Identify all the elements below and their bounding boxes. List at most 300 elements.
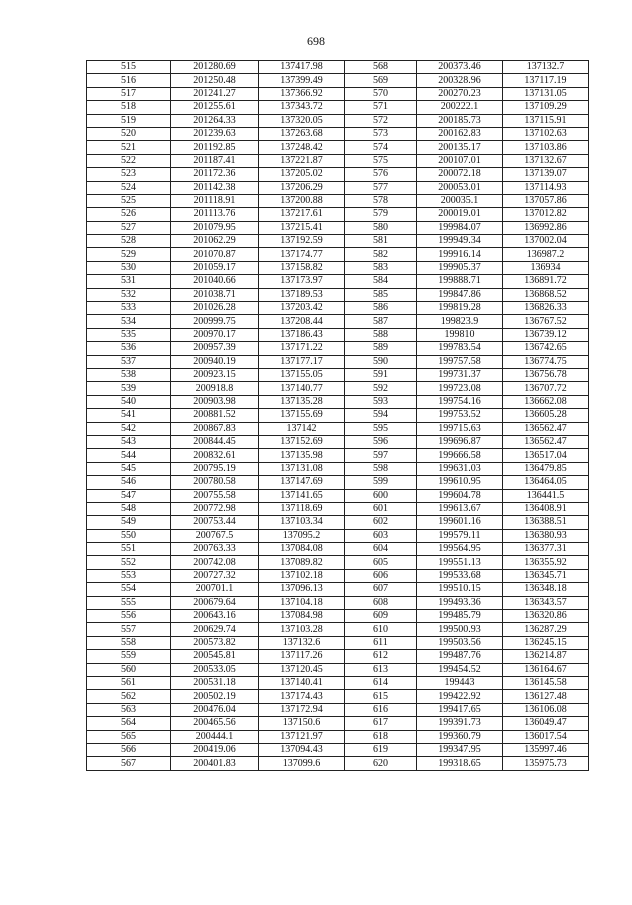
y-coordinate-cell: 137215.41 (259, 221, 345, 234)
x-coordinate-cell: 200072.18 (417, 168, 503, 181)
y-coordinate-cell: 137221.87 (259, 154, 345, 167)
x-coordinate-cell: 201062.29 (171, 235, 259, 248)
x-coordinate-cell: 200742.08 (171, 556, 259, 569)
point-number-cell: 526 (87, 208, 171, 221)
x-coordinate-cell: 199604.78 (417, 489, 503, 502)
x-coordinate-cell: 201040.66 (171, 275, 259, 288)
y-coordinate-cell: 136380.93 (503, 529, 589, 542)
y-coordinate-cell: 137084.08 (259, 543, 345, 556)
point-number-cell: 597 (345, 449, 417, 462)
x-coordinate-cell: 200679.64 (171, 596, 259, 609)
y-coordinate-cell: 137171.22 (259, 342, 345, 355)
point-number-cell: 607 (345, 583, 417, 596)
y-coordinate-cell: 137142 (259, 422, 345, 435)
x-coordinate-cell: 200531.18 (171, 676, 259, 689)
y-coordinate-cell: 136245.15 (503, 636, 589, 649)
y-coordinate-cell: 136517.04 (503, 449, 589, 462)
table-row (87, 409, 589, 422)
point-number-cell: 563 (87, 703, 171, 716)
point-number-cell: 619 (345, 743, 417, 756)
table-row (87, 690, 589, 703)
point-number-cell: 569 (345, 74, 417, 87)
y-coordinate-cell: 137103.34 (259, 516, 345, 529)
y-coordinate-cell: 137155.05 (259, 368, 345, 381)
x-coordinate-cell: 199500.93 (417, 623, 503, 636)
point-number-cell: 554 (87, 583, 171, 596)
y-coordinate-cell: 137109.29 (503, 101, 589, 114)
point-number-cell: 524 (87, 181, 171, 194)
point-number-cell: 548 (87, 502, 171, 515)
table-row (87, 194, 589, 207)
x-coordinate-cell: 199318.65 (417, 757, 503, 770)
y-coordinate-cell: 136343.57 (503, 596, 589, 609)
x-coordinate-cell: 199823.9 (417, 315, 503, 328)
x-coordinate-cell: 199810 (417, 328, 503, 341)
point-number-cell: 582 (345, 248, 417, 261)
table-row (87, 569, 589, 582)
x-coordinate-cell: 199360.79 (417, 730, 503, 743)
x-coordinate-cell: 200940.19 (171, 355, 259, 368)
point-number-cell: 535 (87, 328, 171, 341)
y-coordinate-cell: 137102.18 (259, 569, 345, 582)
y-coordinate-cell: 137172.94 (259, 703, 345, 716)
x-coordinate-cell: 199723.08 (417, 382, 503, 395)
x-coordinate-cell: 199503.56 (417, 636, 503, 649)
coordinates-table (86, 60, 589, 771)
table-row (87, 74, 589, 87)
point-number-cell: 561 (87, 676, 171, 689)
y-coordinate-cell: 137248.42 (259, 141, 345, 154)
x-coordinate-cell: 200755.58 (171, 489, 259, 502)
y-coordinate-cell: 136756.78 (503, 368, 589, 381)
table-row (87, 730, 589, 743)
y-coordinate-cell: 137135.98 (259, 449, 345, 462)
y-coordinate-cell: 136767.52 (503, 315, 589, 328)
point-number-cell: 595 (345, 422, 417, 435)
table-row (87, 516, 589, 529)
point-number-cell: 555 (87, 596, 171, 609)
y-coordinate-cell: 136145.58 (503, 676, 589, 689)
point-number-cell: 620 (345, 757, 417, 770)
x-coordinate-cell: 199454.52 (417, 663, 503, 676)
table-row (87, 382, 589, 395)
point-number-cell: 575 (345, 154, 417, 167)
y-coordinate-cell: 137089.82 (259, 556, 345, 569)
point-number-cell: 591 (345, 368, 417, 381)
point-number-cell: 593 (345, 395, 417, 408)
point-number-cell: 538 (87, 368, 171, 381)
x-coordinate-cell: 199847.86 (417, 288, 503, 301)
x-coordinate-cell: 200903.98 (171, 395, 259, 408)
table-row (87, 61, 589, 74)
table-row (87, 248, 589, 261)
point-number-cell: 612 (345, 650, 417, 663)
x-coordinate-cell: 199391.73 (417, 717, 503, 730)
x-coordinate-cell: 199984.07 (417, 221, 503, 234)
table-row (87, 275, 589, 288)
point-number-cell: 605 (345, 556, 417, 569)
table-row (87, 596, 589, 609)
table-row (87, 302, 589, 315)
y-coordinate-cell: 137217.61 (259, 208, 345, 221)
y-coordinate-cell: 137117.26 (259, 650, 345, 663)
x-coordinate-cell: 199783.54 (417, 342, 503, 355)
point-number-cell: 562 (87, 690, 171, 703)
point-number-cell: 578 (345, 194, 417, 207)
table-row (87, 127, 589, 140)
y-coordinate-cell: 136388.51 (503, 516, 589, 529)
y-coordinate-cell: 137140.41 (259, 676, 345, 689)
point-number-cell: 566 (87, 743, 171, 756)
point-number-cell: 547 (87, 489, 171, 502)
y-coordinate-cell: 137177.17 (259, 355, 345, 368)
x-coordinate-cell: 200918.8 (171, 382, 259, 395)
x-coordinate-cell: 200545.81 (171, 650, 259, 663)
x-coordinate-cell: 199696.87 (417, 435, 503, 448)
y-coordinate-cell: 136826.33 (503, 302, 589, 315)
y-coordinate-cell: 137114.93 (503, 181, 589, 194)
table-row (87, 168, 589, 181)
x-coordinate-cell: 201239.63 (171, 127, 259, 140)
y-coordinate-cell: 136992.86 (503, 221, 589, 234)
y-coordinate-cell: 135975.73 (503, 757, 589, 770)
x-coordinate-cell: 199905.37 (417, 261, 503, 274)
table-row (87, 368, 589, 381)
point-number-cell: 546 (87, 476, 171, 489)
point-number-cell: 549 (87, 516, 171, 529)
point-number-cell: 604 (345, 543, 417, 556)
y-coordinate-cell: 137057.86 (503, 194, 589, 207)
y-coordinate-cell: 137120.45 (259, 663, 345, 676)
y-coordinate-cell: 136441.5 (503, 489, 589, 502)
y-coordinate-cell: 136214.87 (503, 650, 589, 663)
point-number-cell: 522 (87, 154, 171, 167)
point-number-cell: 576 (345, 168, 417, 181)
x-coordinate-cell: 199443 (417, 676, 503, 689)
point-number-cell: 516 (87, 74, 171, 87)
point-number-cell: 618 (345, 730, 417, 743)
table-row (87, 395, 589, 408)
x-coordinate-cell: 200185.73 (417, 114, 503, 127)
table-row (87, 556, 589, 569)
point-number-cell: 577 (345, 181, 417, 194)
y-coordinate-cell: 136127.48 (503, 690, 589, 703)
y-coordinate-cell: 137135.28 (259, 395, 345, 408)
point-number-cell: 541 (87, 409, 171, 422)
point-number-cell: 570 (345, 87, 417, 100)
point-number-cell: 587 (345, 315, 417, 328)
table-row (87, 154, 589, 167)
point-number-cell: 543 (87, 435, 171, 448)
x-coordinate-cell: 199631.03 (417, 462, 503, 475)
x-coordinate-cell: 201038.71 (171, 288, 259, 301)
x-coordinate-cell: 200135.17 (417, 141, 503, 154)
table-row (87, 502, 589, 515)
y-coordinate-cell: 137203.42 (259, 302, 345, 315)
y-coordinate-cell: 137103.28 (259, 623, 345, 636)
x-coordinate-cell: 199731.37 (417, 368, 503, 381)
point-number-cell: 600 (345, 489, 417, 502)
x-coordinate-cell: 201280.69 (171, 61, 259, 74)
x-coordinate-cell: 200923.15 (171, 368, 259, 381)
y-coordinate-cell: 137115.91 (503, 114, 589, 127)
table-row (87, 623, 589, 636)
x-coordinate-cell: 200401.83 (171, 757, 259, 770)
point-number-cell: 584 (345, 275, 417, 288)
x-coordinate-cell: 201241.27 (171, 87, 259, 100)
point-number-cell: 608 (345, 596, 417, 609)
x-coordinate-cell: 199564.95 (417, 543, 503, 556)
y-coordinate-cell: 136774.75 (503, 355, 589, 368)
point-number-cell: 527 (87, 221, 171, 234)
y-coordinate-cell: 137192.59 (259, 235, 345, 248)
x-coordinate-cell: 199757.58 (417, 355, 503, 368)
table-row (87, 476, 589, 489)
point-number-cell: 594 (345, 409, 417, 422)
x-coordinate-cell: 199819.28 (417, 302, 503, 315)
table-row (87, 221, 589, 234)
y-coordinate-cell: 136987.2 (503, 248, 589, 261)
table-row (87, 101, 589, 114)
y-coordinate-cell: 137174.43 (259, 690, 345, 703)
x-coordinate-cell: 200162.83 (417, 127, 503, 140)
point-number-cell: 544 (87, 449, 171, 462)
point-number-cell: 617 (345, 717, 417, 730)
table-row (87, 328, 589, 341)
point-number-cell: 564 (87, 717, 171, 730)
x-coordinate-cell: 200502.19 (171, 690, 259, 703)
x-coordinate-cell: 199613.67 (417, 502, 503, 515)
point-number-cell: 528 (87, 235, 171, 248)
table-row (87, 315, 589, 328)
point-number-cell: 553 (87, 569, 171, 582)
x-coordinate-cell: 201118.91 (171, 194, 259, 207)
point-number-cell: 537 (87, 355, 171, 368)
y-coordinate-cell: 136868.52 (503, 288, 589, 301)
y-coordinate-cell: 137366.92 (259, 87, 345, 100)
table-row (87, 650, 589, 663)
point-number-cell: 556 (87, 610, 171, 623)
y-coordinate-cell: 137096.13 (259, 583, 345, 596)
point-number-cell: 519 (87, 114, 171, 127)
y-coordinate-cell: 136348.18 (503, 583, 589, 596)
point-number-cell: 615 (345, 690, 417, 703)
table-row (87, 422, 589, 435)
point-number-cell: 609 (345, 610, 417, 623)
y-coordinate-cell: 136017.54 (503, 730, 589, 743)
x-coordinate-cell: 200328.96 (417, 74, 503, 87)
y-coordinate-cell: 137152.69 (259, 435, 345, 448)
x-coordinate-cell: 200795.19 (171, 462, 259, 475)
table-row (87, 342, 589, 355)
y-coordinate-cell: 137173.97 (259, 275, 345, 288)
point-number-cell: 598 (345, 462, 417, 475)
table-row (87, 636, 589, 649)
x-coordinate-cell: 200767.5 (171, 529, 259, 542)
point-number-cell: 565 (87, 730, 171, 743)
x-coordinate-cell: 199485.79 (417, 610, 503, 623)
point-number-cell: 596 (345, 435, 417, 448)
point-number-cell: 534 (87, 315, 171, 328)
y-coordinate-cell: 137102.63 (503, 127, 589, 140)
point-number-cell: 571 (345, 101, 417, 114)
point-number-cell: 550 (87, 529, 171, 542)
point-number-cell: 542 (87, 422, 171, 435)
y-coordinate-cell: 137200.88 (259, 194, 345, 207)
point-number-cell: 579 (345, 208, 417, 221)
table-row (87, 663, 589, 676)
table-row (87, 757, 589, 770)
point-number-cell: 585 (345, 288, 417, 301)
point-number-cell: 601 (345, 502, 417, 515)
x-coordinate-cell: 199888.71 (417, 275, 503, 288)
table-row (87, 141, 589, 154)
x-coordinate-cell: 201142.38 (171, 181, 259, 194)
x-coordinate-cell: 199916.14 (417, 248, 503, 261)
table-row (87, 449, 589, 462)
y-coordinate-cell: 137139.07 (503, 168, 589, 181)
point-number-cell: 573 (345, 127, 417, 140)
y-coordinate-cell: 137343.72 (259, 101, 345, 114)
y-coordinate-cell: 137147.69 (259, 476, 345, 489)
table-row (87, 435, 589, 448)
y-coordinate-cell: 137121.97 (259, 730, 345, 743)
table-row (87, 676, 589, 689)
x-coordinate-cell: 200727.32 (171, 569, 259, 582)
point-number-cell: 517 (87, 87, 171, 100)
point-number-cell: 572 (345, 114, 417, 127)
y-coordinate-cell: 137099.6 (259, 757, 345, 770)
point-number-cell: 588 (345, 328, 417, 341)
x-coordinate-cell: 199601.16 (417, 516, 503, 529)
y-coordinate-cell: 137094.43 (259, 743, 345, 756)
y-coordinate-cell: 137186.43 (259, 328, 345, 341)
y-coordinate-cell: 137205.02 (259, 168, 345, 181)
y-coordinate-cell: 137155.69 (259, 409, 345, 422)
y-coordinate-cell: 136479.85 (503, 462, 589, 475)
x-coordinate-cell: 200629.74 (171, 623, 259, 636)
y-coordinate-cell: 136707.72 (503, 382, 589, 395)
point-number-cell: 530 (87, 261, 171, 274)
table-row (87, 583, 589, 596)
point-number-cell: 536 (87, 342, 171, 355)
y-coordinate-cell: 137131.05 (503, 87, 589, 100)
x-coordinate-cell: 200772.98 (171, 502, 259, 515)
point-number-cell: 520 (87, 127, 171, 140)
x-coordinate-cell: 201059.17 (171, 261, 259, 274)
x-coordinate-cell: 199533.68 (417, 569, 503, 582)
point-number-cell: 560 (87, 663, 171, 676)
y-coordinate-cell: 136562.47 (503, 422, 589, 435)
point-number-cell: 559 (87, 650, 171, 663)
point-number-cell: 525 (87, 194, 171, 207)
y-coordinate-cell: 137150.6 (259, 717, 345, 730)
x-coordinate-cell: 201113.76 (171, 208, 259, 221)
x-coordinate-cell: 199551.13 (417, 556, 503, 569)
y-coordinate-cell: 137104.18 (259, 596, 345, 609)
point-number-cell: 574 (345, 141, 417, 154)
y-coordinate-cell: 137117.19 (503, 74, 589, 87)
point-number-cell: 599 (345, 476, 417, 489)
point-number-cell: 586 (345, 302, 417, 315)
y-coordinate-cell: 137132.67 (503, 154, 589, 167)
point-number-cell: 583 (345, 261, 417, 274)
point-number-cell: 532 (87, 288, 171, 301)
table-row (87, 208, 589, 221)
x-coordinate-cell: 201070.87 (171, 248, 259, 261)
y-coordinate-cell: 136355.92 (503, 556, 589, 569)
x-coordinate-cell: 201250.48 (171, 74, 259, 87)
y-coordinate-cell: 136662.08 (503, 395, 589, 408)
x-coordinate-cell: 199347.95 (417, 743, 503, 756)
y-coordinate-cell: 137132.6 (259, 636, 345, 649)
x-coordinate-cell: 201079.95 (171, 221, 259, 234)
y-coordinate-cell: 137103.86 (503, 141, 589, 154)
point-number-cell: 610 (345, 623, 417, 636)
y-coordinate-cell: 137208.44 (259, 315, 345, 328)
x-coordinate-cell: 200419.06 (171, 743, 259, 756)
point-number-cell: 613 (345, 663, 417, 676)
table-row (87, 355, 589, 368)
y-coordinate-cell: 136742.65 (503, 342, 589, 355)
x-coordinate-cell: 199417.65 (417, 703, 503, 716)
point-number-cell: 529 (87, 248, 171, 261)
x-coordinate-cell: 200533.05 (171, 663, 259, 676)
x-coordinate-cell: 201192.85 (171, 141, 259, 154)
x-coordinate-cell: 200476.04 (171, 703, 259, 716)
x-coordinate-cell: 199753.52 (417, 409, 503, 422)
y-coordinate-cell: 137174.77 (259, 248, 345, 261)
y-coordinate-cell: 137095.2 (259, 529, 345, 542)
point-number-cell: 539 (87, 382, 171, 395)
x-coordinate-cell: 200573.82 (171, 636, 259, 649)
table-row (87, 288, 589, 301)
point-number-cell: 567 (87, 757, 171, 770)
x-coordinate-cell: 199610.95 (417, 476, 503, 489)
point-number-cell: 611 (345, 636, 417, 649)
x-coordinate-cell: 199715.63 (417, 422, 503, 435)
x-coordinate-cell: 201172.36 (171, 168, 259, 181)
y-coordinate-cell: 137158.82 (259, 261, 345, 274)
y-coordinate-cell: 137012.82 (503, 208, 589, 221)
table-row (87, 114, 589, 127)
x-coordinate-cell: 199422.92 (417, 690, 503, 703)
y-coordinate-cell: 136891.72 (503, 275, 589, 288)
y-coordinate-cell: 136464.05 (503, 476, 589, 489)
x-coordinate-cell: 200222.1 (417, 101, 503, 114)
point-number-cell: 518 (87, 101, 171, 114)
y-coordinate-cell: 137417.98 (259, 61, 345, 74)
x-coordinate-cell: 200780.58 (171, 476, 259, 489)
y-coordinate-cell: 136408.91 (503, 502, 589, 515)
table-row (87, 235, 589, 248)
y-coordinate-cell: 137140.77 (259, 382, 345, 395)
x-coordinate-cell: 200270.23 (417, 87, 503, 100)
x-coordinate-cell: 200701.1 (171, 583, 259, 596)
x-coordinate-cell: 200881.52 (171, 409, 259, 422)
table-row (87, 703, 589, 716)
point-number-cell: 551 (87, 543, 171, 556)
y-coordinate-cell: 137263.68 (259, 127, 345, 140)
point-number-cell: 558 (87, 636, 171, 649)
y-coordinate-cell: 136934 (503, 261, 589, 274)
x-coordinate-cell: 201264.33 (171, 114, 259, 127)
y-coordinate-cell: 137132.7 (503, 61, 589, 74)
x-coordinate-cell: 200763.33 (171, 543, 259, 556)
point-number-cell: 533 (87, 302, 171, 315)
table-row (87, 87, 589, 100)
y-coordinate-cell: 136049.47 (503, 717, 589, 730)
